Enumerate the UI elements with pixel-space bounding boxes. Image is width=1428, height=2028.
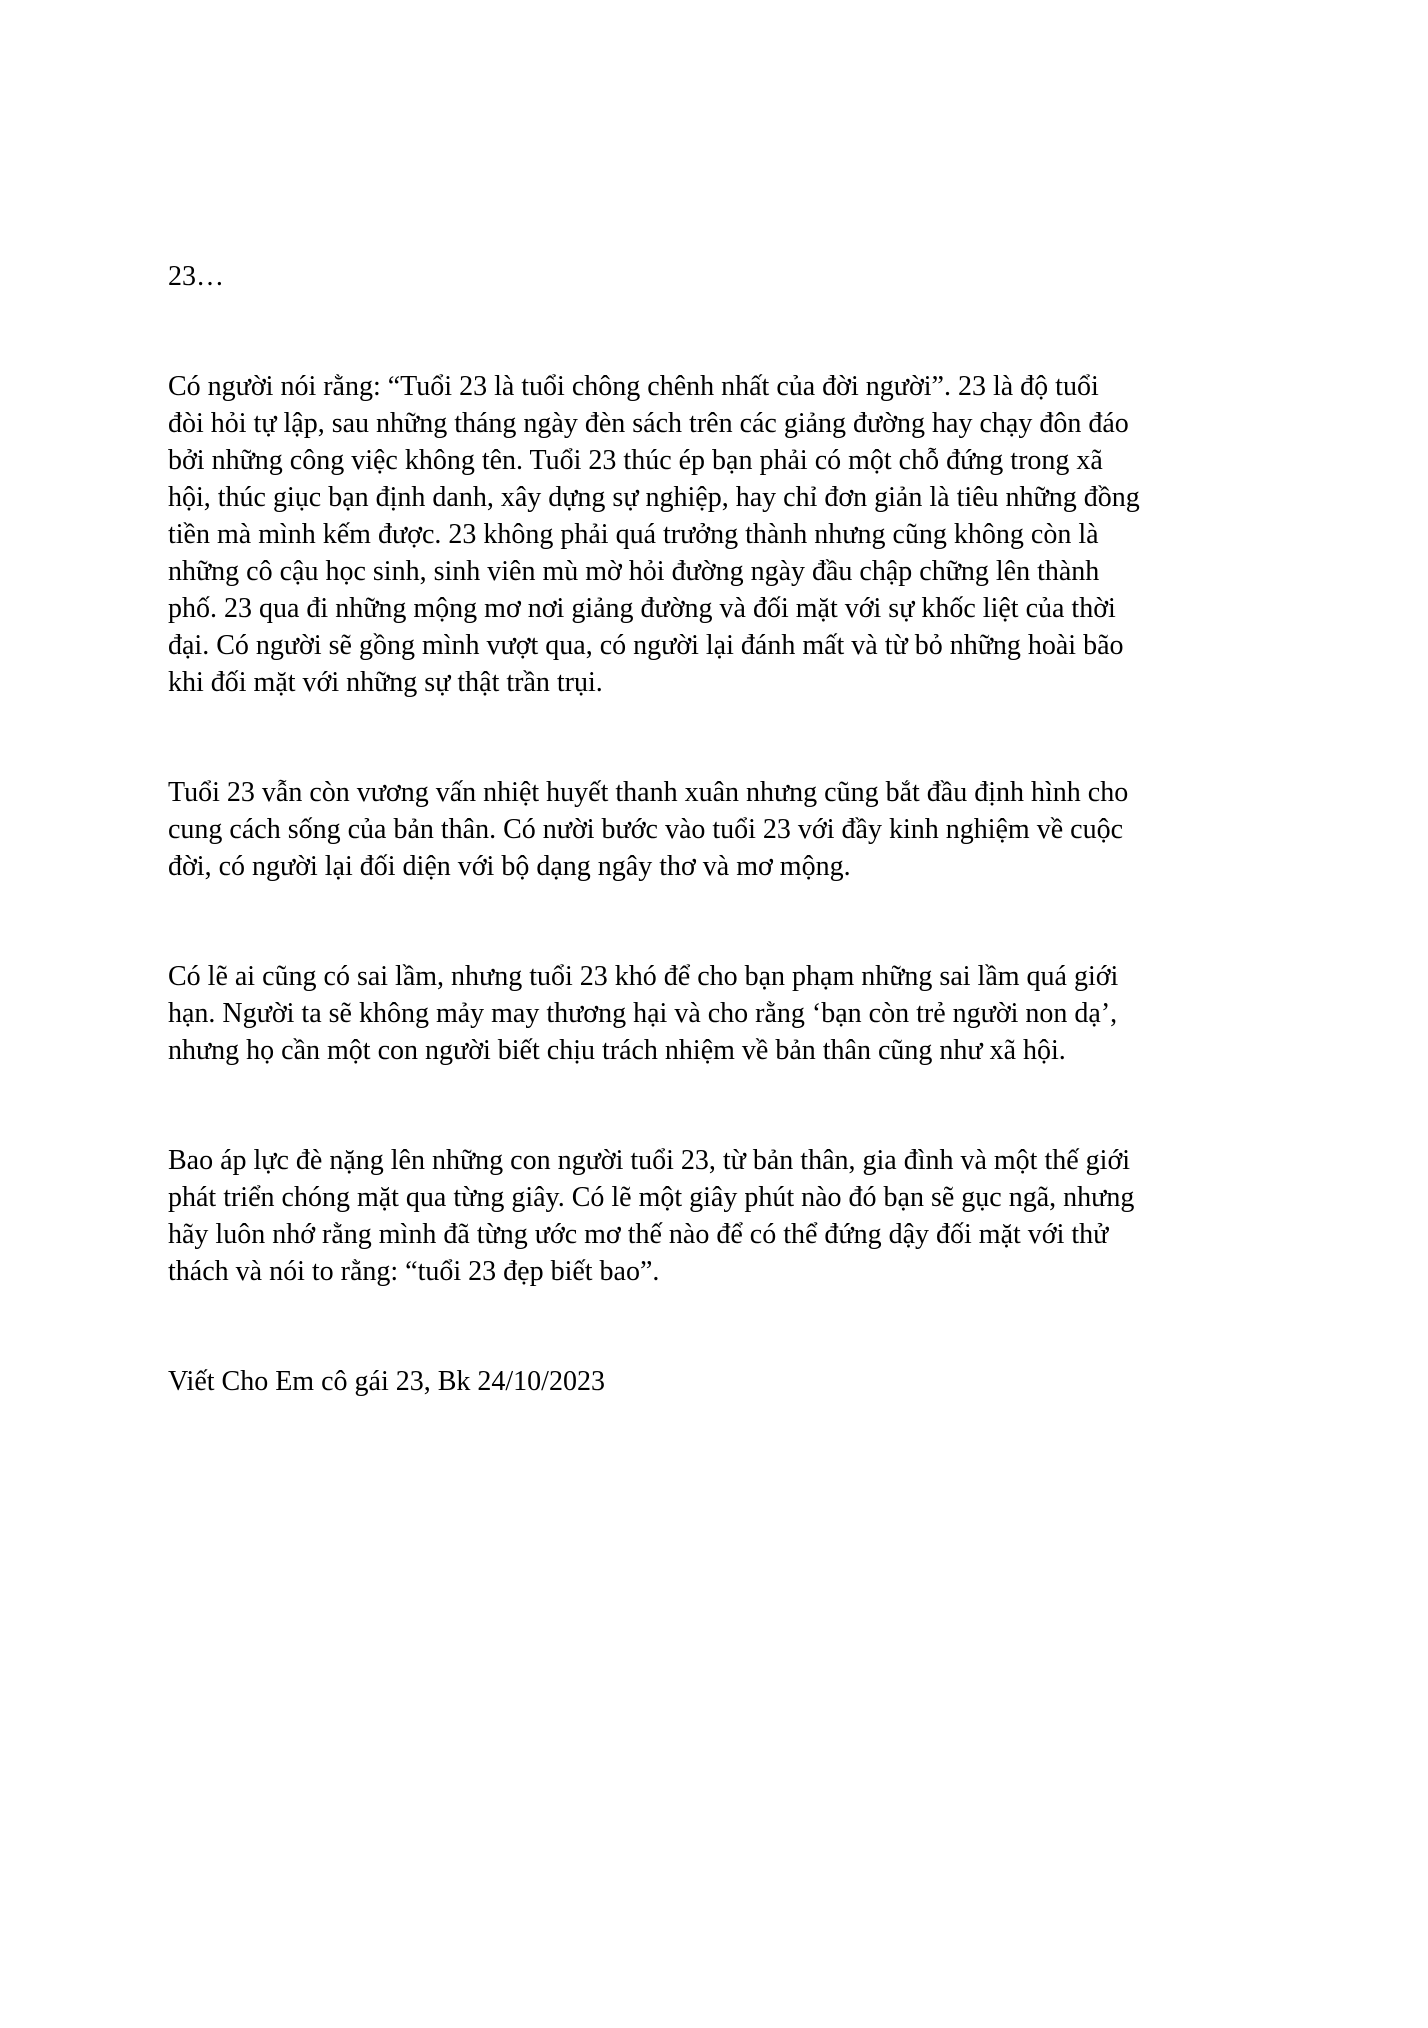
paragraph-line: hãy luôn nhớ rằng mình đã từng ước mơ thế nào để có thể đứng dậy đối mặt với thử xyxy=(168,1219,1109,1250)
paragraph-1 xyxy=(168,368,1268,701)
paragraph-line: nhưng họ cần một con người biết chịu trách nhiệm về bản thân cũng như xã hội. xyxy=(168,1035,1066,1066)
paragraph-line: Bao áp lực đè nặng lên những con người tuổi 23, từ bản thân, gia đình và một thế giới xyxy=(168,1145,1131,1176)
paragraph-line: cung cách sống của bản thân. Có nười bước vào tuổi 23 với đầy kinh nghiệm về cuộc xyxy=(168,814,1123,845)
paragraph-line: những cô cậu học sinh, sinh viên mù mờ hỏi đường ngày đầu chập chững lên thành xyxy=(168,556,1100,587)
signature-text: Viết Cho Em cô gái 23, Bk 24/10/2023 xyxy=(168,1366,605,1397)
spacer xyxy=(168,1290,1268,1363)
paragraph-line: Có lẽ ai cũng có sai lầm, nhưng tuổi 23 khó để cho bạn phạm những sai lầm quá giới xyxy=(168,961,1119,992)
paragraph-line: Tuổi 23 vẫn còn vương vấn nhiệt huyết thanh xuân nhưng cũng bắt đầu định hình cho xyxy=(168,777,1129,808)
paragraph-line: phố. 23 qua đi những mộng mơ nơi giảng đường và đối mặt với sự khốc liệt của thời xyxy=(168,593,1116,624)
spacer xyxy=(168,885,1268,958)
paragraph-line: đời, có người lại đối diện với bộ dạng ngây thơ và mơ mộng. xyxy=(168,851,851,882)
signature-line xyxy=(168,1363,1268,1400)
paragraph-line: hạn. Người ta sẽ không mảy may thương hại và cho rằng ‘bạn còn trẻ người non dạ’, xyxy=(168,998,1118,1029)
document-body xyxy=(168,258,1268,1400)
spacer xyxy=(168,295,1268,368)
paragraph-line: thách và nói to rằng: “tuổi 23 đẹp biết bao”. xyxy=(168,1256,660,1287)
paragraph-line: phát triển chóng mặt qua từng giây. Có lẽ một giây phút nào đó bạn sẽ gục ngã, nhưng xyxy=(168,1182,1135,1213)
paragraph-line: đại. Có người sẽ gồng mình vượt qua, có người lại đánh mất và từ bỏ những hoài bão xyxy=(168,630,1124,661)
paragraph-4 xyxy=(168,1142,1268,1290)
spacer xyxy=(168,1069,1268,1142)
paragraph-2 xyxy=(168,774,1268,885)
document-title: 23… xyxy=(168,261,224,292)
paragraph-3 xyxy=(168,958,1268,1069)
paragraph-line: hội, thúc giục bạn định danh, xây dựng sự nghiệp, hay chỉ đơn giản là tiêu những đồng xyxy=(168,482,1140,513)
paragraph-line: Có người nói rằng: “Tuổi 23 là tuổi chông chênh nhất của đời người”. 23 là độ tuổi xyxy=(168,371,1099,402)
paragraph-line: tiền mà mình kếm được. 23 không phải quá trưởng thành nhưng cũng không còn là xyxy=(168,519,1099,550)
paragraph-line: đòi hỏi tự lập, sau những tháng ngày đèn sách trên các giảng đường hay chạy đôn đáo xyxy=(168,408,1129,439)
paragraph-line: bởi những công việc không tên. Tuổi 23 thúc ép bạn phải có một chỗ đứng trong xã xyxy=(168,445,1103,476)
spacer xyxy=(168,701,1268,774)
paragraph-line: khi đối mặt với những sự thật trần trụi. xyxy=(168,667,603,698)
